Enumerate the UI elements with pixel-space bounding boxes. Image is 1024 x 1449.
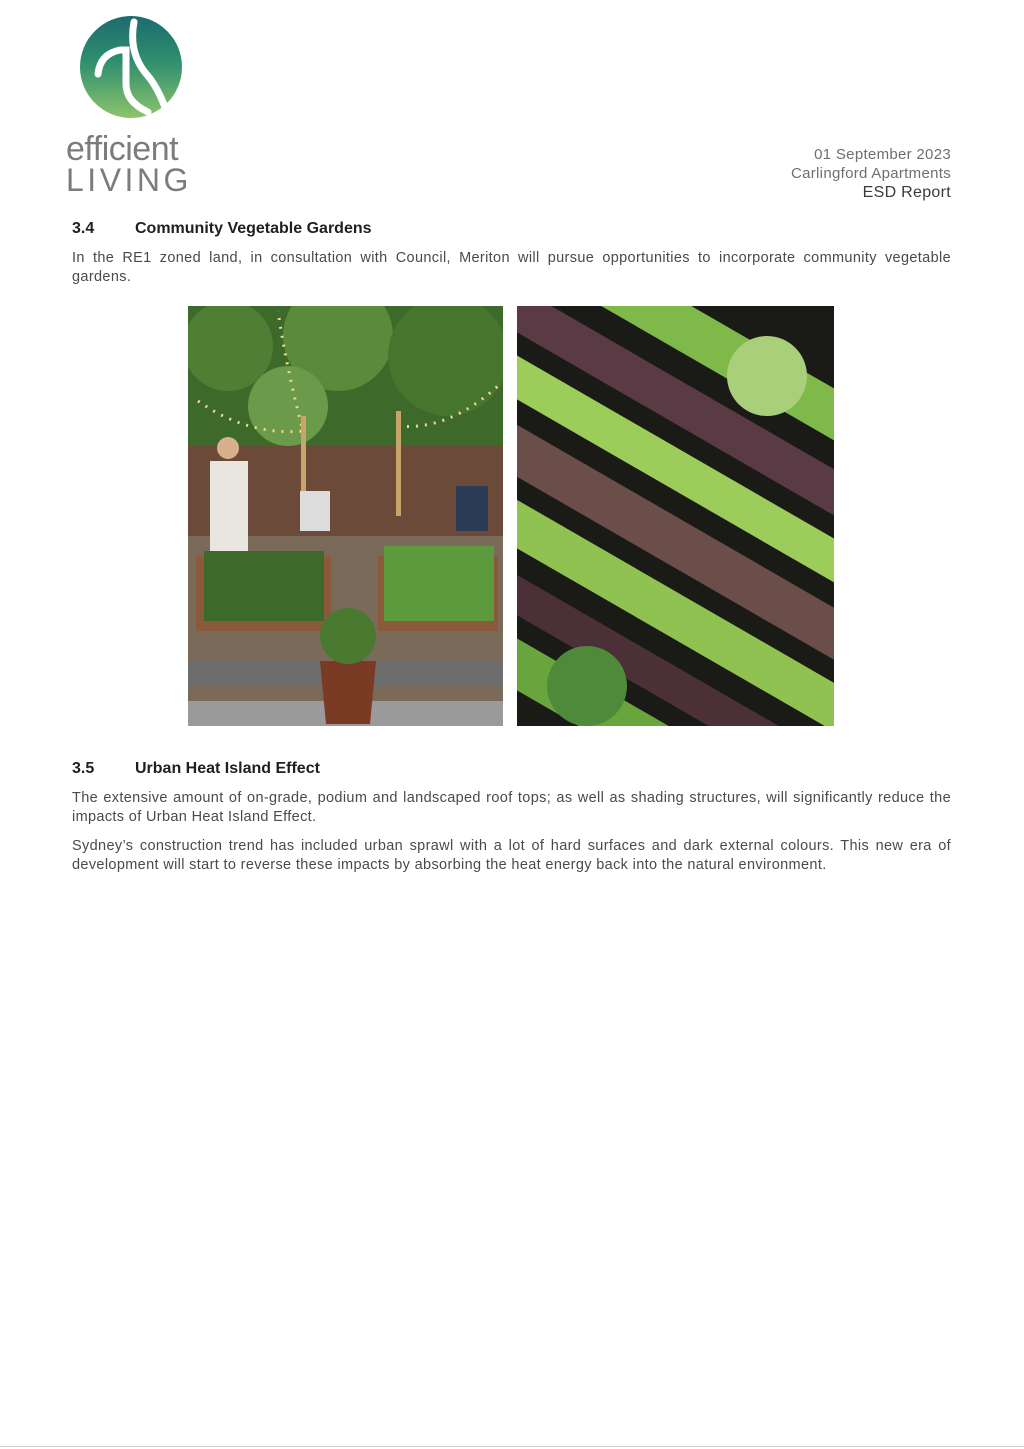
section-heading-community-gardens	[72, 220, 372, 238]
report-header-meta	[791, 145, 951, 202]
section-paragraph: Sydney’s construction trend has included urban sprawl with a lot of hard surfaces and dark external colours. This new era of development will start to reverse these impacts by absorbing the heat energy back into the natural environment.	[72, 838, 951, 873]
logo-text-efficient: efficient	[66, 130, 179, 168]
report-date: 01 September 2023	[814, 146, 951, 163]
project-name: Carlingford Apartments	[790, 165, 951, 182]
section-title: Community Vegetable Gardens	[135, 220, 372, 237]
page-bottom-rule	[0, 1446, 1024, 1447]
section-title: Urban Heat Island Effect	[135, 760, 320, 777]
leaf-logo-icon	[78, 14, 184, 120]
report-title: ESD Report	[862, 184, 951, 201]
section-number: 3.4	[72, 220, 95, 237]
company-logo	[66, 14, 196, 198]
section-paragraph: In the RE1 zoned land, in consultation with Council, Meriton will pursue opportunities to incorporate community vegetable gardens.	[72, 250, 951, 285]
section-paragraph: The extensive amount of on-grade, podium and landscaped roof tops; as well as shading structures, will significantly reduce the impacts of Urban Heat Island Effect.	[72, 790, 951, 825]
vegetable-rows-photo	[517, 306, 834, 726]
section-heading-urban-heat-island	[72, 760, 320, 778]
section-number: 3.5	[72, 760, 95, 777]
garden-party-photo	[188, 306, 503, 726]
logo-text-living: LIVING	[66, 162, 192, 198]
